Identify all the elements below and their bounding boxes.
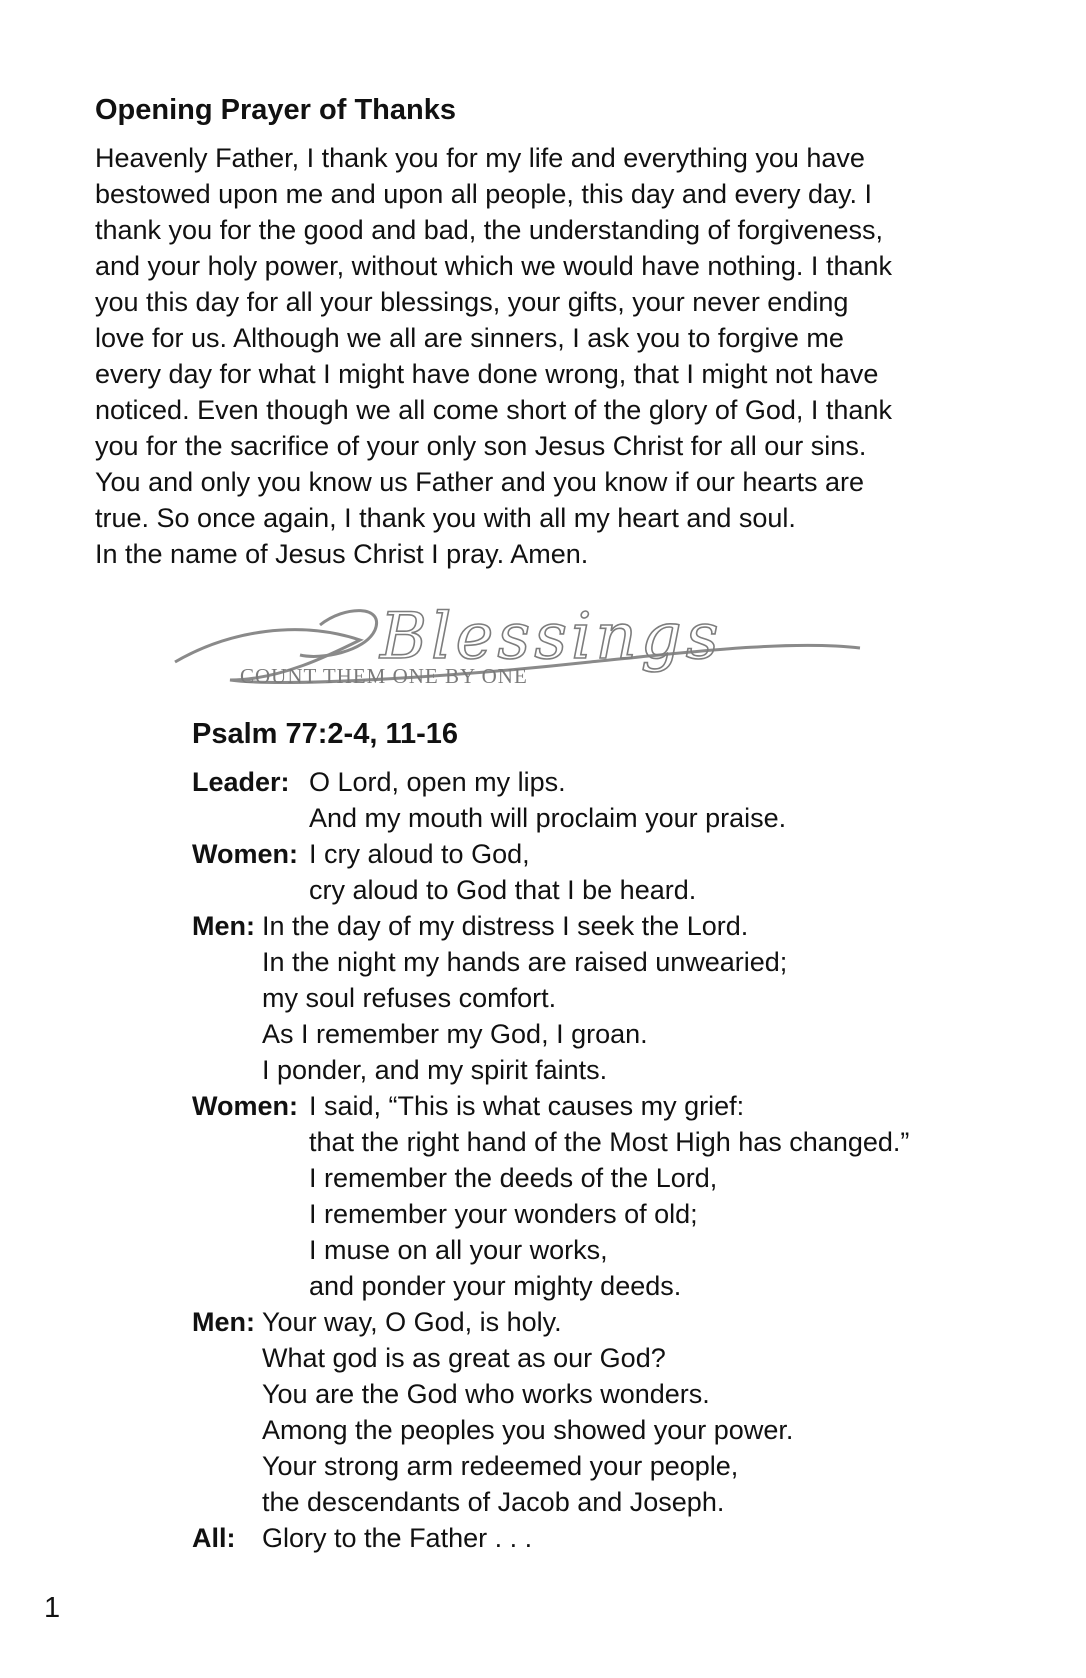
blessings-ornament	[170, 600, 870, 695]
prayer-line: you for the sacrifice of your only son Jesus Christ for all our sins.	[95, 431, 867, 461]
psalm-line: I cry aloud to God,	[309, 839, 530, 869]
psalm-line: Your strong arm redeemed your people,	[262, 1451, 739, 1481]
psalm-reading	[192, 716, 1052, 1556]
prayer-line: love for us. Although we all are sinners, I ask you to forgive me	[95, 323, 844, 353]
prayer-line: and your holy power, without which we would have nothing. I thank	[95, 251, 892, 281]
prayer-line: In the name of Jesus Christ I pray. Amen.	[95, 539, 589, 569]
psalm-line: I ponder, and my spirit faints.	[262, 1055, 608, 1085]
psalm-line: What god is as great as our God?	[262, 1343, 666, 1373]
prayer-title: Opening Prayer of Thanks	[95, 94, 456, 126]
psalm-line: I muse on all your works,	[309, 1235, 608, 1265]
prayer-body	[95, 140, 995, 572]
stanza-all	[192, 1520, 1052, 1556]
page-number: 1	[44, 1592, 61, 1624]
speaker-label: Women:	[192, 839, 298, 869]
prayer-line: noticed. Even though we all come short of the glory of God, I thank	[95, 395, 892, 425]
psalm-line: I remember the deeds of the Lord,	[309, 1163, 718, 1193]
speaker-label: All:	[192, 1523, 236, 1553]
psalm-line: Glory to the Father . . .	[262, 1523, 533, 1553]
psalm-line: In the night my hands are raised unwearied;	[262, 947, 788, 977]
ornament-script-word: Blessings	[380, 600, 723, 674]
psalm-line: As I remember my God, I groan.	[262, 1019, 648, 1049]
opening-prayer	[95, 92, 995, 572]
psalm-title: Psalm 77:2-4, 11-16	[192, 718, 459, 750]
prayer-line: every day for what I might have done wrong, that I might not have	[95, 359, 879, 389]
psalm-line: Your way, O God, is holy.	[262, 1307, 562, 1337]
stanza-men	[192, 1304, 1052, 1520]
psalm-line: I remember your wonders of old;	[309, 1199, 698, 1229]
psalm-line: I said, “This is what causes my grief:	[309, 1091, 745, 1121]
psalm-line: my soul refuses comfort.	[262, 983, 557, 1013]
speaker-label: Women:	[192, 1091, 298, 1121]
stanza-men	[192, 908, 1052, 1088]
psalm-line: and ponder your mighty deeds.	[309, 1271, 682, 1301]
prayer-line: you this day for all your blessings, your gifts, your never ending	[95, 287, 849, 317]
prayer-line: You and only you know us Father and you know if our hearts are	[95, 467, 864, 497]
speaker-label: Men:	[192, 911, 255, 941]
psalm-line: And my mouth will proclaim your praise.	[309, 803, 787, 833]
stanza-women	[192, 836, 1052, 908]
speaker-label: Men:	[192, 1307, 255, 1337]
stanza-leader	[192, 764, 1052, 836]
psalm-line: cry aloud to God that I be heard.	[309, 875, 697, 905]
psalm-line: In the day of my distress I seek the Lord.	[262, 911, 749, 941]
psalm-line: You are the God who works wonders.	[262, 1379, 710, 1409]
prayer-line: Heavenly Father, I thank you for my life and everything you have	[95, 143, 865, 173]
psalm-line: Among the peoples you showed your power.	[262, 1415, 794, 1445]
speaker-label: Leader:	[192, 767, 290, 797]
prayer-line: bestowed upon me and upon all people, this day and every day. I	[95, 179, 873, 209]
prayer-line: thank you for the good and bad, the understanding of forgiveness,	[95, 215, 884, 245]
prayer-line: true. So once again, I thank you with all my heart and soul.	[95, 503, 796, 533]
stanza-women	[192, 1088, 1052, 1304]
ornament-tagline: COUNT THEM ONE BY ONE	[240, 664, 528, 688]
psalm-line: that the right hand of the Most High has changed.”	[309, 1127, 910, 1157]
psalm-line: the descendants of Jacob and Joseph.	[262, 1487, 725, 1517]
psalm-line: O Lord, open my lips.	[309, 767, 566, 797]
